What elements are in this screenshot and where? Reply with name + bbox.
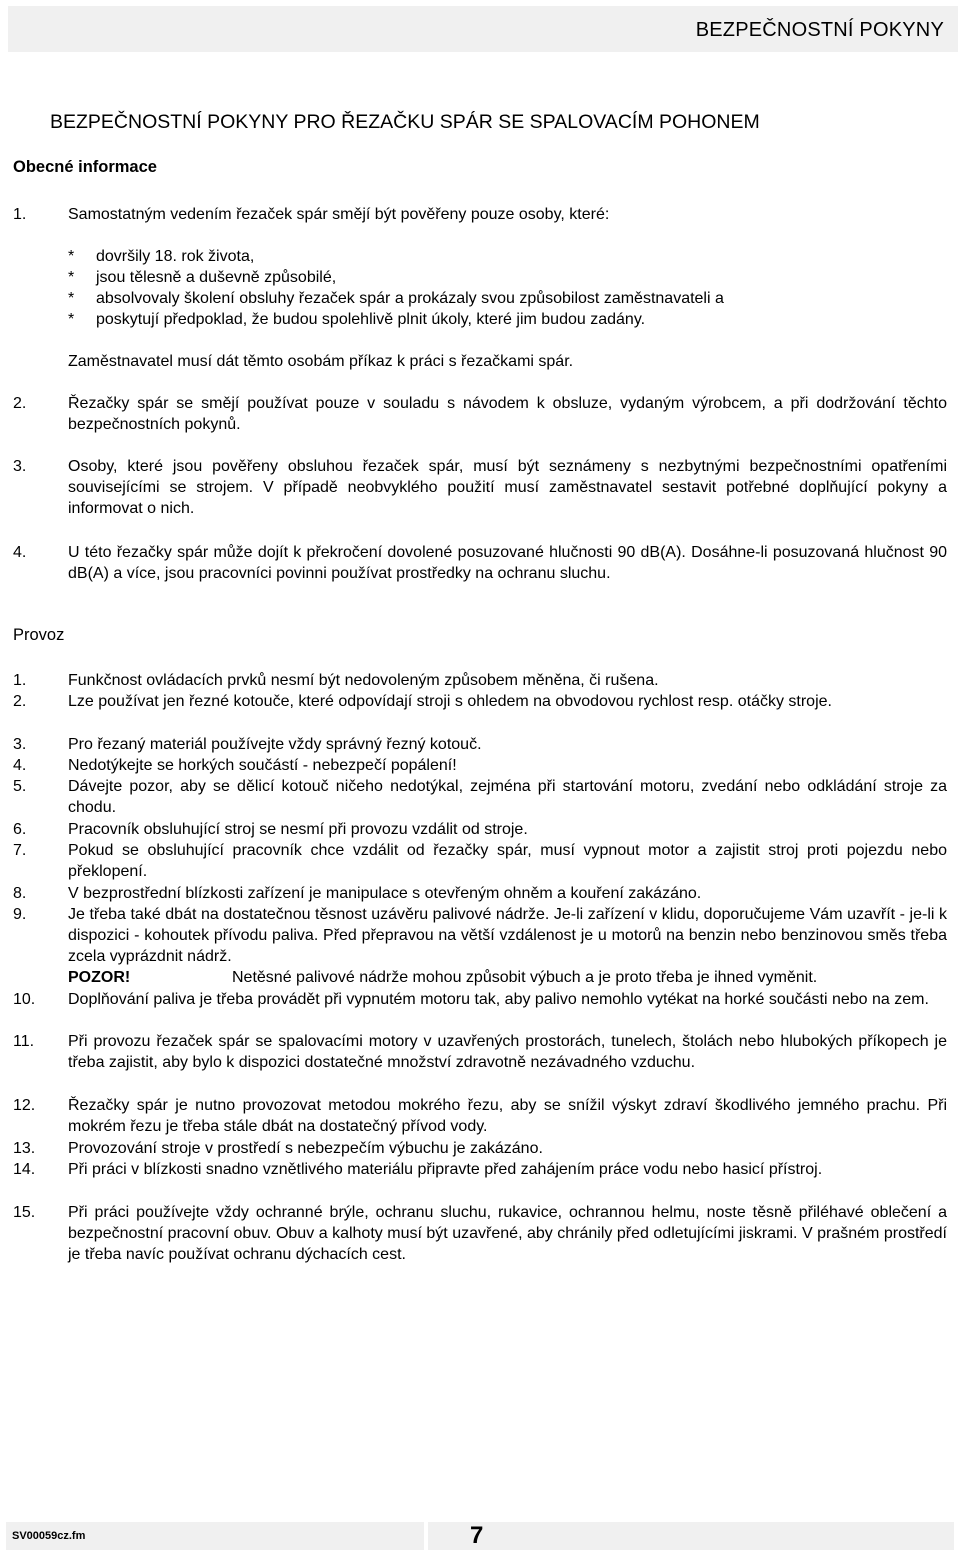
- item-number: 4.: [13, 544, 27, 561]
- item-text: Při práci používejte vždy ochranné brýle, ochranu sluchu, rukavice, ochrannou helmu, noste těsně přiléhavé oblečení a bezpečnostní pracovní obuv. Obuv a kalhoty musí být uzavřené, aby chránily před odletujícími jiskrami. V prašném prostředí je třeba navíc používat ochranu dýchacích cest.: [68, 1204, 947, 1263]
- page-title: BEZPEČNOSTNÍ POKYNY PRO ŘEZAČKU SPÁR SE SPALOVACÍM POHONEM: [50, 111, 760, 133]
- item-number: 6.: [13, 821, 27, 838]
- warning-text: Netěsné palivové nádrže mohou způsobit výbuch a je proto třeba je ihned vyměnit.: [232, 969, 818, 986]
- footer-file-box: [6, 1522, 424, 1550]
- item-number: 10.: [13, 991, 36, 1008]
- item-text: Funkčnost ovládacích prvků nesmí být nedovoleným způsobem měněna, či rušena.: [68, 672, 659, 689]
- item-text: Při práci v blízkosti snadno vznětlivého materiálu připravte před zahájením práce vodu nebo hasicí přístroj.: [68, 1161, 823, 1178]
- item-text: Lze používat jen řezné kotouče, které odpovídají stroji s ohledem na obvodovou rychlost resp. otáčky stroje.: [68, 693, 832, 710]
- item-text: Řezačky spár je nutno provozovat metodou mokrého řezu, aby se snížil výskyt zdraví škodlivého jemného prachu. Při mokrém řezu je třeba stále dbát na dostatečný přívod vody.: [68, 1097, 947, 1135]
- footer-page-box: [428, 1522, 954, 1550]
- bullet-mark: *: [68, 248, 75, 265]
- item-text: Samostatným vedením řezaček spár smějí být pověřeny pouze osoby, které:: [68, 206, 610, 223]
- item-text: U této řezačky spár může dojít k překročení dovolené posuzované hlučnosti 90 dB(A). Dosáhne-li posuzovaná hlučnost 90 dB(A) a více, jsou pracovníci povinni používat prostředky na ochranu sluchu.: [68, 544, 947, 582]
- item-text: Při provozu řezaček spár se spalovacími motory v uzavřených prostorách, tunelech, štolách nebo hlubokých příkopech je třeba zajistit, aby bylo k dispozici dostatečné množství zdravotně nezávadného vzduchu.: [68, 1033, 947, 1071]
- item-text: Nedotýkejte se horkých součástí - nebezpečí popálení!: [68, 757, 457, 774]
- section-heading-operation: Provoz: [13, 626, 65, 644]
- warning-note: [68, 967, 818, 988]
- bullet-text: jsou tělesně a duševně způsobilé,: [96, 269, 337, 286]
- footer-file-name: SV00059cz.fm: [12, 1530, 86, 1542]
- item-number: 15.: [13, 1204, 36, 1221]
- section-heading-general: Obecné informace: [13, 158, 157, 176]
- item-number: 4.: [13, 757, 27, 774]
- item-number: 1.: [13, 206, 27, 223]
- item-text: Provozování stroje v prostředí s nebezpečím výbuchu je zakázáno.: [68, 1140, 543, 1157]
- bullet-text: poskytují předpoklad, že budou spolehlivě plnit úkoly, které jim budou zadány.: [96, 311, 646, 328]
- item-number: 8.: [13, 885, 27, 902]
- item-text: Dávejte pozor, aby se dělicí kotouč ničeho nedotýkal, zejména při startování motoru, zvedání nebo odkládání stroje za chodu.: [68, 778, 947, 816]
- header-bar: [8, 6, 958, 52]
- item-text: Osoby, které jsou pověřeny obsluhou řezaček spár, musí být seznámeny s nezbytnými bezpečnostními opatřeními souvisejícími se strojem. V případě neobvyklého použití musí zaměstnavatel sestavit potřebné doplňující pokyny a informovat o nich.: [68, 458, 947, 517]
- header-title: BEZPEČNOSTNÍ POKYNY: [695, 19, 944, 41]
- item-number: 3.: [13, 458, 27, 475]
- item-text: Doplňování paliva je třeba provádět při vypnutém motoru tak, aby palivo nemohlo vytékat na horké součásti nebo na zem.: [68, 991, 929, 1008]
- item-number: 11.: [13, 1033, 35, 1050]
- item-text: V bezprostřední blízkosti zařízení je manipulace s otevřeným ohněm a kouření zakázáno.: [68, 885, 702, 902]
- bullet-mark: *: [68, 311, 75, 328]
- item-number: 2.: [13, 693, 27, 710]
- employer-note: Zaměstnavatel musí dát těmto osobám příkaz k práci s řezačkami spár.: [68, 353, 574, 370]
- item-number: 13.: [13, 1140, 36, 1157]
- item-text: Pokud se obsluhující pracovník chce vzdálit od řezačky spár, musí vypnout motor a zajistit stroj proti pojezdu nebo překlopení.: [68, 842, 947, 880]
- bullet-mark: *: [68, 269, 75, 286]
- item-text: Řezačky spár se smějí používat pouze v souladu s návodem k obsluze, vydaným výrobcem, a při dodržování těchto bezpečnostních pokynů.: [68, 395, 947, 433]
- item-text: Je třeba také dbát na dostatečnou těsnost uzávěru palivové nádrže. Je-li zařízení v klidu, doporučujeme Vám uzavřít - je-li k dispozici - kohoutek přívodu paliva. Před přepravou na větší vzdálenost je u motorů na benzin nebo benzinovou směs třeba zcela vyprázdnit nádrž.: [68, 906, 947, 965]
- item-number: 5.: [13, 778, 27, 795]
- bullet-text: dovršily 18. rok života,: [96, 248, 255, 265]
- bullet-mark: *: [68, 290, 75, 307]
- item-number: 7.: [13, 842, 27, 859]
- item-text: Pro řezaný materiál používejte vždy správný řezný kotouč.: [68, 736, 482, 753]
- item-number: 1.: [13, 672, 27, 689]
- item-number: 9.: [13, 906, 27, 923]
- warning-label: POZOR!: [68, 969, 131, 986]
- item-number: 14.: [13, 1161, 36, 1178]
- item-number: 2.: [13, 395, 27, 412]
- page-number: 7: [470, 1522, 484, 1549]
- item-text: Pracovník obsluhující stroj se nesmí při provozu vzdálit od stroje.: [68, 821, 528, 838]
- item-number: 12.: [13, 1097, 36, 1114]
- bullet-text: absolvovaly školení obsluhy řezaček spár a prokázaly svou způsobilost zaměstnavateli a: [96, 290, 724, 307]
- item-number: 3.: [13, 736, 27, 753]
